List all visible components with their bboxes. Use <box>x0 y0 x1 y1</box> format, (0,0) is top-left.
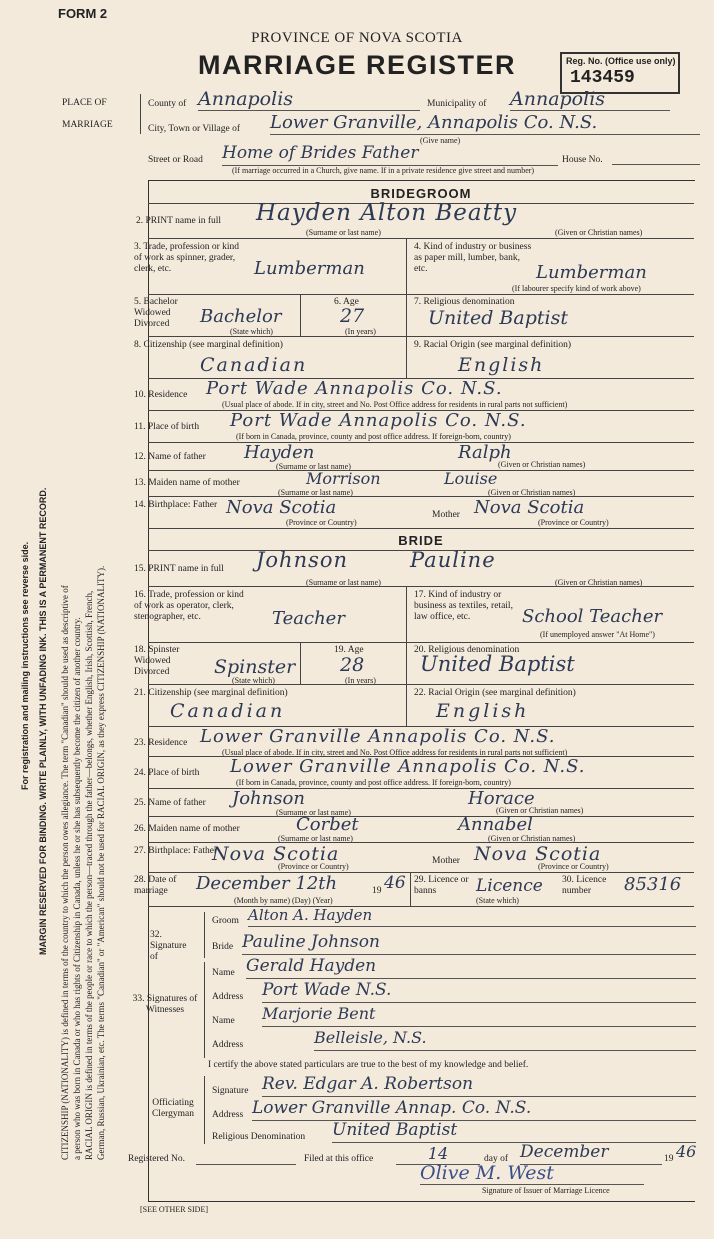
groom-father-prov-note: (Province or Country) <box>286 518 357 527</box>
groom-birthplace-value: Port Wade Annapolis Co. N.S. <box>230 410 527 431</box>
issuer-signature-label: Signature of Issuer of Marriage Licence <box>482 1186 610 1195</box>
groom-trade-label: 3. Trade, profession or kind of work as spinner, grader, clerk, etc. <box>134 242 240 274</box>
bride-religion-value: United Baptist <box>420 652 575 676</box>
groom-in-years: (In years) <box>345 327 376 336</box>
bride-industry-value: School Teacher <box>522 606 663 627</box>
filed-day: 14 <box>396 1144 480 1165</box>
groom-mother-birthplace: Nova Scotia <box>474 497 585 518</box>
licence-banns-label: 29. Licence or banns <box>414 875 469 896</box>
certify-statement: I certify the above stated particulars are true to the best of my knowledge and belief. <box>208 1060 529 1070</box>
groom-birthplace-label: 11. Place of birth <box>134 422 200 432</box>
municipality-value: Annapolis <box>510 88 670 111</box>
clergy-signature: Rev. Edgar A. Robertson <box>262 1074 696 1097</box>
groom-residence-value: Port Wade Annapolis Co. N.S. <box>206 378 503 399</box>
groom-signature: Alton A. Hayden <box>248 906 696 927</box>
bride-residence-label: 23. Residence <box>134 738 188 748</box>
filed-year-prefix: 19 <box>664 1154 674 1164</box>
bride-surname: Johnson <box>256 548 349 572</box>
bride-racial-value: English <box>436 700 530 722</box>
county-value: Annapolis <box>198 88 420 111</box>
filed-label: Filed at this office <box>304 1154 374 1164</box>
bride-mother-given: Annabel <box>458 814 533 835</box>
bride-birthplace-parents-label: 27. Birthplace: Father <box>134 846 218 856</box>
witness2-address-label: Address <box>212 1040 244 1050</box>
bride-age-label: 19. Age <box>334 645 364 655</box>
margin-racial-def-1: RACIAL ORIGIN is defined in terms of the people or race to which the person—traced through the father—belongs, whether English, Irish, Scottish, French, <box>84 590 94 1160</box>
form-number: FORM 2 <box>58 6 108 21</box>
bride-state-which: (State which) <box>232 676 275 685</box>
bride-residence-value: Lower Granville Annapolis Co. N.S. <box>200 726 556 747</box>
issuer-signature: Olive M. West <box>420 1162 644 1185</box>
groom-father-surname: Hayden <box>244 442 315 463</box>
clergy-address-label: Address <box>212 1110 244 1120</box>
bride-citizenship-label: 21. Citizenship (see marginal definition) <box>134 688 288 698</box>
bride-citizenship-value: Canadian <box>170 700 286 722</box>
bride-mother-surname: Corbet <box>296 814 359 835</box>
clergy-signature-label: Signature <box>212 1086 249 1096</box>
marriage-year: 46 <box>384 873 406 893</box>
marriage-date-value: December 12th <box>196 873 338 894</box>
margin-citizenship-def-2: a person who was born in Canada or who has rights of Citizenship in Canada, unless he or she has subsequently become the citizen of another country. <box>72 617 82 1160</box>
marriage-date-note: (Month by name) (Day) (Year) <box>234 896 333 905</box>
bride-in-years: (In years) <box>345 676 376 685</box>
groom-industry-label: 4. Kind of industry or business as paper mill, lumber, bank, etc. <box>414 242 532 274</box>
bride-mother-birth-label: Mother <box>432 856 460 866</box>
groom-residence-note: (Usual place of abode. If in city, street and No. Post Office address for residents in rural parts not sufficient) <box>222 400 568 409</box>
groom-mother-label: 13. Maiden name of mother <box>134 478 240 488</box>
groom-residence-label: 10. Residence <box>134 390 188 400</box>
bride-father-given-note: (Given or Christian names) <box>496 806 584 815</box>
margin-racial-def-2: German, Russian, Ukrainian, etc. The terms "Canadian" or "American" should not be used for RACIAL ORIGIN, as they express CITIZENSHIP (NATIONALITY). <box>96 565 106 1160</box>
licence-number-value: 85316 <box>624 874 682 895</box>
groom-religion-label: 7. Religious denomination <box>414 297 515 307</box>
clergyman-label: Officiating Clergyman <box>151 1098 195 1119</box>
province-heading: PROVINCE OF NOVA SCOTIA <box>251 30 463 46</box>
bride-racial-label: 22. Racial Origin (see marginal definition) <box>414 688 576 698</box>
groom-father-label: 12. Name of father <box>134 452 206 462</box>
groom-father-given: Ralph <box>458 442 512 463</box>
groom-mother-given: Louise <box>444 469 498 488</box>
groom-status-value: Bachelor <box>200 306 282 327</box>
clergy-denomination-label: Religious Denomination <box>212 1132 306 1142</box>
groom-name-value: Hayden Alton Beatty <box>256 200 518 226</box>
city-value: Lower Granville, Annapolis Co. N.S. <box>270 112 700 135</box>
groom-mother-surname: Morrison <box>306 469 381 488</box>
groom-birthplace-note: (If born in Canada, province, county and post office address. If foreign-born, country) <box>236 432 511 441</box>
place-label-1: PLACE OF <box>62 98 107 108</box>
bride-birthplace-value: Lower Granville Annapolis Co. N.S. <box>230 756 586 777</box>
bride-given: Pauline <box>410 548 496 572</box>
witness1-address: Port Wade N.S. <box>262 980 696 1003</box>
bride-trade-value: Teacher <box>272 608 345 629</box>
groom-industry-note: (If labourer specify kind of work above) <box>512 284 641 293</box>
bride-birthplace-label: 24. Place of birth <box>134 768 200 778</box>
registered-no-value <box>196 1154 296 1165</box>
house-no-label: House No. <box>562 155 603 165</box>
groom-birthplace-parents-label: 14. Birthplace: Father <box>134 500 218 510</box>
bride-status-label: 18. Spinster Widowed Divorced <box>134 645 180 677</box>
bride-father-prov-note: (Province or Country) <box>278 862 349 871</box>
day-of-label: day of <box>484 1154 509 1164</box>
groom-father-birthplace: Nova Scotia <box>226 497 337 518</box>
groom-trade-value: Lumberman <box>254 258 365 279</box>
street-label: Street or Road <box>148 155 203 165</box>
marriage-year-prefix: 19 <box>372 886 382 896</box>
witness1-name: Gerald Hayden <box>246 956 696 979</box>
street-value: Home of Brides Father <box>222 143 558 166</box>
margin-instructions: For registration and mailing instructions see reverse side. <box>20 541 30 790</box>
bride-industry-note: (If unemployed answer "At Home") <box>540 630 655 639</box>
signature-of-label: 32. Signature of <box>150 930 187 962</box>
groom-status-label: 5. Bachelor Widowed Divorced <box>134 297 178 329</box>
groom-surname-note: (Surname or last name) <box>306 228 381 237</box>
page-title: MARRIAGE REGISTER <box>197 50 517 80</box>
bride-sig-label: Bride <box>212 942 234 952</box>
witness2-address: Belleisle, N.S. <box>314 1028 696 1051</box>
bride-father-surname: Johnson <box>232 788 305 809</box>
groom-mother-given-note: (Given or Christian names) <box>488 488 576 497</box>
groom-religion-value: United Baptist <box>428 307 568 329</box>
bride-surname-note: (Surname or last name) <box>306 578 381 587</box>
bride-father-surname-note: (Surname or last name) <box>276 808 351 817</box>
bride-industry-label: 17. Kind of industry or business as textiles, retail, law office, etc. <box>414 590 513 622</box>
groom-state-which: (State which) <box>230 327 273 336</box>
bride-residence-note: (Usual place of abode. If in city, street and No. Post Office address for residents in rural parts not sufficient) <box>222 748 568 757</box>
bride-father-given: Horace <box>468 788 535 809</box>
filed-month: December <box>520 1142 662 1165</box>
bride-signature: Pauline Johnson <box>242 932 696 955</box>
groom-mother-prov-note: (Province or Country) <box>538 518 609 527</box>
reg-number: 143459 <box>570 68 635 88</box>
groom-citizenship-value: Canadian <box>200 354 308 376</box>
groom-given-note: (Given or Christian names) <box>555 228 643 237</box>
place-label-2: MARRIAGE <box>62 120 113 130</box>
clergy-address: Lower Granville Annap. Co. N.S. <box>252 1098 696 1121</box>
give-name-note: (Give name) <box>420 136 461 145</box>
bride-mother-surname-note: (Surname or last name) <box>278 834 353 843</box>
witness1-name-label: Name <box>212 968 235 978</box>
bride-birthplace-note: (If born in Canada, province, county and post office address. If foreign-born, country) <box>236 778 511 787</box>
bride-mother-birthplace: Nova Scotia <box>474 843 602 865</box>
groom-mother-birth-label: Mother <box>432 510 460 520</box>
margin-citizenship-def-1: CITIZENSHIP (NATIONALITY) is defined in terms of the country to which the person owes allegiance. The term "Canadian" should be used as descriptive of <box>60 585 70 1160</box>
groom-sig-label: Groom <box>212 916 239 926</box>
bride-trade-label: 16. Trade, profession or kind of work as operator, clerk, stenographer, etc. <box>134 590 244 622</box>
marriage-date-label: 28. Date of marriage <box>134 875 177 896</box>
bride-mother-label: 26. Maiden name of mother <box>134 824 240 834</box>
county-label: County of <box>148 99 187 109</box>
municipality-label: Municipality of <box>427 99 487 109</box>
bride-religion-label: 20. Religious denomination <box>414 645 520 655</box>
licence-state-which: (State which) <box>476 896 519 905</box>
bride-mother-prov-note: (Province or Country) <box>538 862 609 871</box>
groom-age-label: 6. Age <box>334 297 359 307</box>
section-bride: BRIDE <box>398 533 444 548</box>
groom-racial-value: English <box>458 354 545 376</box>
bride-father-label: 25. Name of father <box>134 798 206 808</box>
filed-year: 46 <box>676 1142 697 1161</box>
city-label: City, Town or Village of <box>148 124 240 134</box>
bride-mother-given-note: (Given or Christian names) <box>488 834 576 843</box>
groom-racial-label: 9. Racial Origin (see marginal definition) <box>414 340 572 350</box>
bride-name-label: 15. PRINT name in full <box>134 564 224 574</box>
witnesses-label: 33. Signatures of Witnesses <box>132 994 198 1015</box>
bride-father-birthplace: Nova Scotia <box>212 843 340 865</box>
street-note: (If marriage occurred in a Church, give name. If in a private residence give street and number) <box>232 166 535 175</box>
margin-binding-note: MARGIN RESERVED FOR BINDING. WRITE PLAINLY, WITH UNFADING INK. THIS IS A PERMANENT RECORD. <box>38 487 48 955</box>
witness2-name: Marjorie Bent <box>262 1004 696 1027</box>
licence-banns-value: Licence <box>476 876 543 896</box>
reg-number-label: Reg. No. (Office use only) <box>566 56 676 66</box>
groom-industry-value: Lumberman <box>536 262 647 283</box>
see-other-side: [SEE OTHER SIDE] <box>140 1205 208 1214</box>
licence-number-label: 30. Licence number <box>562 875 607 896</box>
witness2-name-label: Name <box>212 1016 235 1026</box>
witness1-address-label: Address <box>212 992 244 1002</box>
registered-no-label: Registered No. <box>128 1154 185 1164</box>
groom-father-surname-note: (Surname or last name) <box>276 462 351 471</box>
section-bridegroom: BRIDEGROOM <box>370 186 472 201</box>
bride-given-note: (Given or Christian names) <box>555 578 643 587</box>
groom-father-given-note: (Given or Christian names) <box>498 460 586 469</box>
groom-mother-surname-note: (Surname or last name) <box>278 488 353 497</box>
groom-citizenship-label: 8. Citizenship (see marginal definition) <box>134 340 283 350</box>
bride-age-value: 28 <box>340 654 365 676</box>
bride-status-value: Spinster <box>214 656 296 678</box>
house-no-value <box>612 152 700 165</box>
groom-age-value: 27 <box>340 305 365 327</box>
clergy-denomination: United Baptist <box>332 1120 696 1143</box>
groom-name-label: 2. PRINT name in full <box>136 216 222 226</box>
